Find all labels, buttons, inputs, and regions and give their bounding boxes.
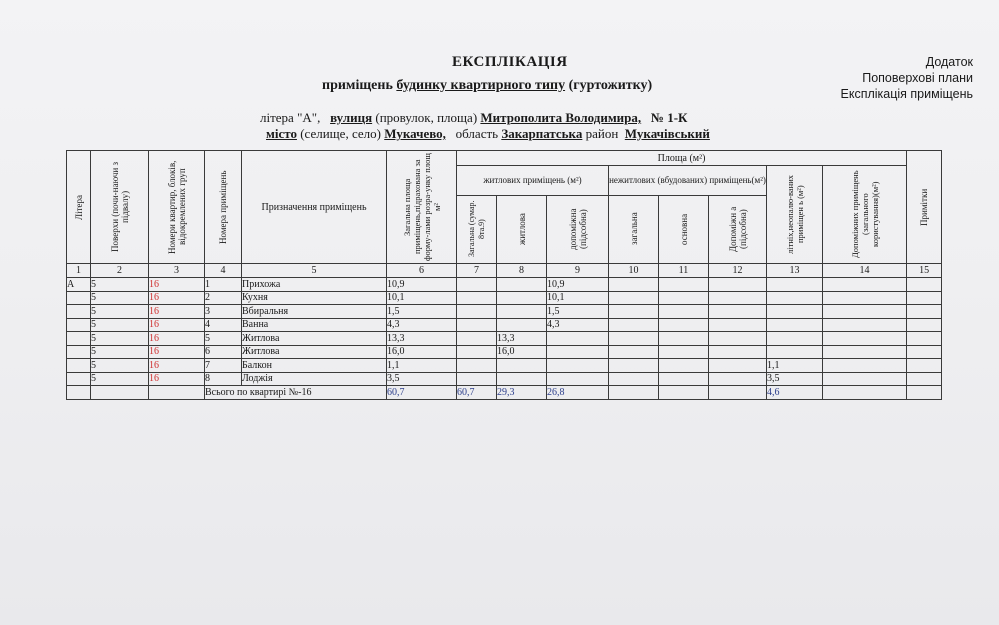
doc-title: ЕКСПЛІКАЦІЯ xyxy=(452,54,568,70)
cell-litera xyxy=(67,345,91,359)
cell-floor: 5 xyxy=(91,318,149,332)
cell-purpose: Ванна xyxy=(242,318,387,332)
header-col12: Допоміжн а (підсобна) xyxy=(709,195,767,263)
col-num: 14 xyxy=(823,264,907,278)
cell-c7 xyxy=(457,345,497,359)
header-nonliving-group: нежитлових (вбудованих) приміщень(м²) xyxy=(609,166,767,196)
col-num: 13 xyxy=(767,264,823,278)
cell-c8: 13,3 xyxy=(497,332,547,346)
cell-total: 1,5 xyxy=(387,305,457,319)
cell-c13 xyxy=(767,318,823,332)
cell-c8 xyxy=(497,291,547,305)
cell-litera xyxy=(67,359,91,373)
address-district: Мукачівський xyxy=(624,126,710,141)
cell-c7 xyxy=(457,278,497,292)
cell-c11 xyxy=(659,372,709,386)
cell-c15 xyxy=(907,305,942,319)
cell-c10 xyxy=(609,305,659,319)
cell-room: 2 xyxy=(205,291,242,305)
cell-c11 xyxy=(659,332,709,346)
address-number: № 1-К xyxy=(650,110,688,125)
cell-total: 10,1 xyxy=(387,291,457,305)
col-num: 10 xyxy=(609,264,659,278)
cell-room: 5 xyxy=(205,332,242,346)
table-row xyxy=(67,359,942,373)
cell-c10 xyxy=(609,291,659,305)
cell-c15 xyxy=(907,345,942,359)
cell-c9: 1,5 xyxy=(547,305,609,319)
cell-c12 xyxy=(709,291,767,305)
cell-c14 xyxy=(823,318,907,332)
appendix-line-1: Додаток xyxy=(925,55,973,69)
total-c13: 4,6 xyxy=(767,386,823,400)
appendix-line-3: Експлікація приміщень xyxy=(840,87,973,101)
cell-c11 xyxy=(659,345,709,359)
cell-total: 4,3 xyxy=(387,318,457,332)
cell-c9 xyxy=(547,345,609,359)
cell-c13 xyxy=(767,305,823,319)
cell-c12 xyxy=(709,332,767,346)
cell-floor: 5 xyxy=(91,332,149,346)
table-row xyxy=(67,345,942,359)
header-purpose: Призначення приміщень xyxy=(242,151,387,264)
cell-c10 xyxy=(609,345,659,359)
cell-c10 xyxy=(609,332,659,346)
cell-floor: 5 xyxy=(91,291,149,305)
cell-litera xyxy=(67,332,91,346)
cell-purpose: Кухня xyxy=(242,291,387,305)
cell-c14 xyxy=(823,345,907,359)
cell-c13 xyxy=(767,291,823,305)
table-row xyxy=(67,318,942,332)
col-num: 15 xyxy=(907,264,942,278)
cell-total: 13,3 xyxy=(387,332,457,346)
cell-c12 xyxy=(709,318,767,332)
cell-apt: 16 xyxy=(149,305,205,319)
cell-c15 xyxy=(907,332,942,346)
cell-c9 xyxy=(547,359,609,373)
header-floors: Поверхи (почи-наючи з підвалу) xyxy=(91,151,149,264)
appendix-line-2: Поповерхові плани xyxy=(862,71,973,85)
cell-c14 xyxy=(823,291,907,305)
cell-c8 xyxy=(497,359,547,373)
cell-c11 xyxy=(659,318,709,332)
cell-purpose: Балкон xyxy=(242,359,387,373)
cell-litera xyxy=(67,305,91,319)
col-num: 11 xyxy=(659,264,709,278)
cell-floor: 5 xyxy=(91,345,149,359)
cell-apt: 16 xyxy=(149,359,205,373)
cell-c15 xyxy=(907,372,942,386)
cell-apt: 16 xyxy=(149,318,205,332)
cell-c12 xyxy=(709,359,767,373)
cell-c8 xyxy=(497,318,547,332)
header-area-group: Площа (м²) xyxy=(457,151,907,166)
cell-c10 xyxy=(609,372,659,386)
cell-litera xyxy=(67,372,91,386)
cell-c15 xyxy=(907,318,942,332)
cell-c11 xyxy=(659,278,709,292)
address-city-rest: (селище, село) xyxy=(296,126,385,141)
cell-purpose: Житлова xyxy=(242,332,387,346)
cell-room: 7 xyxy=(205,359,242,373)
header-col9: допоміжна (підсобна) xyxy=(547,195,609,263)
cell-c10 xyxy=(609,359,659,373)
table-body xyxy=(67,278,942,386)
cell-purpose: Вбиральня xyxy=(242,305,387,319)
column-number-row xyxy=(67,264,942,278)
col-num: 3 xyxy=(149,264,205,278)
cell-c9 xyxy=(547,332,609,346)
cell-apt: 16 xyxy=(149,291,205,305)
header-col8: житлова xyxy=(497,195,547,263)
cell-c12 xyxy=(709,345,767,359)
total-row xyxy=(67,386,942,400)
address-street-name: Митрополита Володимира, xyxy=(480,110,642,125)
total-area: 60,7 xyxy=(387,386,457,400)
header-row-1 xyxy=(67,151,942,166)
header-apt-no: Номери квартир, блоків, відокремлених груп xyxy=(149,151,205,264)
cell-purpose: Житлова xyxy=(242,345,387,359)
col-num: 5 xyxy=(242,264,387,278)
cell-c10 xyxy=(609,318,659,332)
cell-room: 1 xyxy=(205,278,242,292)
address-litera: літера "А", xyxy=(260,110,321,125)
cell-apt: 16 xyxy=(149,332,205,346)
header-col14: Допоміжних приміщень (загального користування)(м²) xyxy=(823,166,907,264)
address-region: Закарпатська xyxy=(501,126,583,141)
col-num: 2 xyxy=(91,264,149,278)
cell-total: 3,5 xyxy=(387,372,457,386)
cell-c14 xyxy=(823,359,907,373)
cell-c12 xyxy=(709,372,767,386)
cell-litera xyxy=(67,291,91,305)
header-living-group: житлових приміщень (м²) xyxy=(457,166,609,196)
table-row xyxy=(67,305,942,319)
explication-table xyxy=(66,150,942,400)
col-num: 4 xyxy=(205,264,242,278)
appendix-note xyxy=(841,54,974,102)
cell-c11 xyxy=(659,305,709,319)
cell-c11 xyxy=(659,291,709,305)
address-city-name: Мукачево, xyxy=(384,126,446,141)
cell-c7 xyxy=(457,305,497,319)
cell-c9: 10,1 xyxy=(547,291,609,305)
cell-c7 xyxy=(457,372,497,386)
cell-c9 xyxy=(547,372,609,386)
cell-room: 4 xyxy=(205,318,242,332)
cell-c9: 10,9 xyxy=(547,278,609,292)
cell-c10 xyxy=(609,278,659,292)
cell-purpose: Лоджія xyxy=(242,372,387,386)
cell-floor: 5 xyxy=(91,372,149,386)
total-c7: 60,7 xyxy=(457,386,497,400)
cell-c13 xyxy=(767,345,823,359)
header-col7: Загальна (сумар. 8та.9) xyxy=(457,195,497,263)
cell-floor: 5 xyxy=(91,359,149,373)
cell-c14 xyxy=(823,278,907,292)
subtitle-post: (гуртожитку) xyxy=(565,78,653,93)
header-litera: Літера xyxy=(67,151,91,264)
cell-purpose: Прихожа xyxy=(242,278,387,292)
cell-c14 xyxy=(823,332,907,346)
cell-apt: 16 xyxy=(149,345,205,359)
cell-apt: 16 xyxy=(149,278,205,292)
cell-room: 3 xyxy=(205,305,242,319)
table-row xyxy=(67,332,942,346)
header-col11: основна xyxy=(659,195,709,263)
col-num: 12 xyxy=(709,264,767,278)
cell-c7 xyxy=(457,291,497,305)
cell-c13 xyxy=(767,332,823,346)
cell-c7 xyxy=(457,332,497,346)
cell-c13: 1,1 xyxy=(767,359,823,373)
cell-total: 16,0 xyxy=(387,345,457,359)
cell-c15 xyxy=(907,278,942,292)
cell-c15 xyxy=(907,291,942,305)
cell-floor: 5 xyxy=(91,278,149,292)
cell-c7 xyxy=(457,318,497,332)
cell-litera: А xyxy=(67,278,91,292)
cell-c12 xyxy=(709,278,767,292)
cell-c15 xyxy=(907,359,942,373)
cell-room: 8 xyxy=(205,372,242,386)
cell-c14 xyxy=(823,372,907,386)
address-region-label: область xyxy=(455,126,499,141)
cell-c13: 3,5 xyxy=(767,372,823,386)
doc-subtitle xyxy=(322,78,652,94)
cell-c8 xyxy=(497,278,547,292)
cell-c11 xyxy=(659,359,709,373)
total-label: Всього по квартирі №-16 xyxy=(205,386,387,400)
cell-litera xyxy=(67,318,91,332)
cell-floor: 5 xyxy=(91,305,149,319)
cell-c7 xyxy=(457,359,497,373)
cell-c13 xyxy=(767,278,823,292)
cell-c9: 4,3 xyxy=(547,318,609,332)
total-c9: 26,8 xyxy=(547,386,609,400)
address-city-label: місто xyxy=(266,126,297,141)
table-row xyxy=(67,291,942,305)
header-col10: загальна xyxy=(609,195,659,263)
cell-apt: 16 xyxy=(149,372,205,386)
header-room-no: Номера приміщень xyxy=(205,151,242,264)
subtitle-underlined: будинку квартирного типу xyxy=(396,78,566,93)
header-total-area: Загальна площа приміщень,підрахована за форму-лами розра-унку площ м² xyxy=(387,151,457,264)
col-num: 8 xyxy=(497,264,547,278)
header-notes: Примітки xyxy=(907,151,942,264)
cell-total: 10,9 xyxy=(387,278,457,292)
col-num: 9 xyxy=(547,264,609,278)
address-line-2 xyxy=(266,126,710,142)
col-num: 1 xyxy=(67,264,91,278)
col-num: 7 xyxy=(457,264,497,278)
table-row xyxy=(67,372,942,386)
cell-c8 xyxy=(497,372,547,386)
address-district-label: район xyxy=(585,126,619,141)
header-col13: літніх,неопалю-ваних приміщен ь (м²) xyxy=(767,166,823,264)
cell-total: 1,1 xyxy=(387,359,457,373)
cell-c12 xyxy=(709,305,767,319)
address-street-label: вулиця xyxy=(330,110,373,125)
subtitle-pre: приміщень xyxy=(322,78,397,93)
address-line-1 xyxy=(260,110,687,126)
cell-c8: 16,0 xyxy=(497,345,547,359)
col-num: 6 xyxy=(387,264,457,278)
cell-c8 xyxy=(497,305,547,319)
cell-room: 6 xyxy=(205,345,242,359)
total-c8: 29,3 xyxy=(497,386,547,400)
address-street-rest: (провулок, площа) xyxy=(372,110,481,125)
table-row xyxy=(67,278,942,292)
cell-c14 xyxy=(823,305,907,319)
